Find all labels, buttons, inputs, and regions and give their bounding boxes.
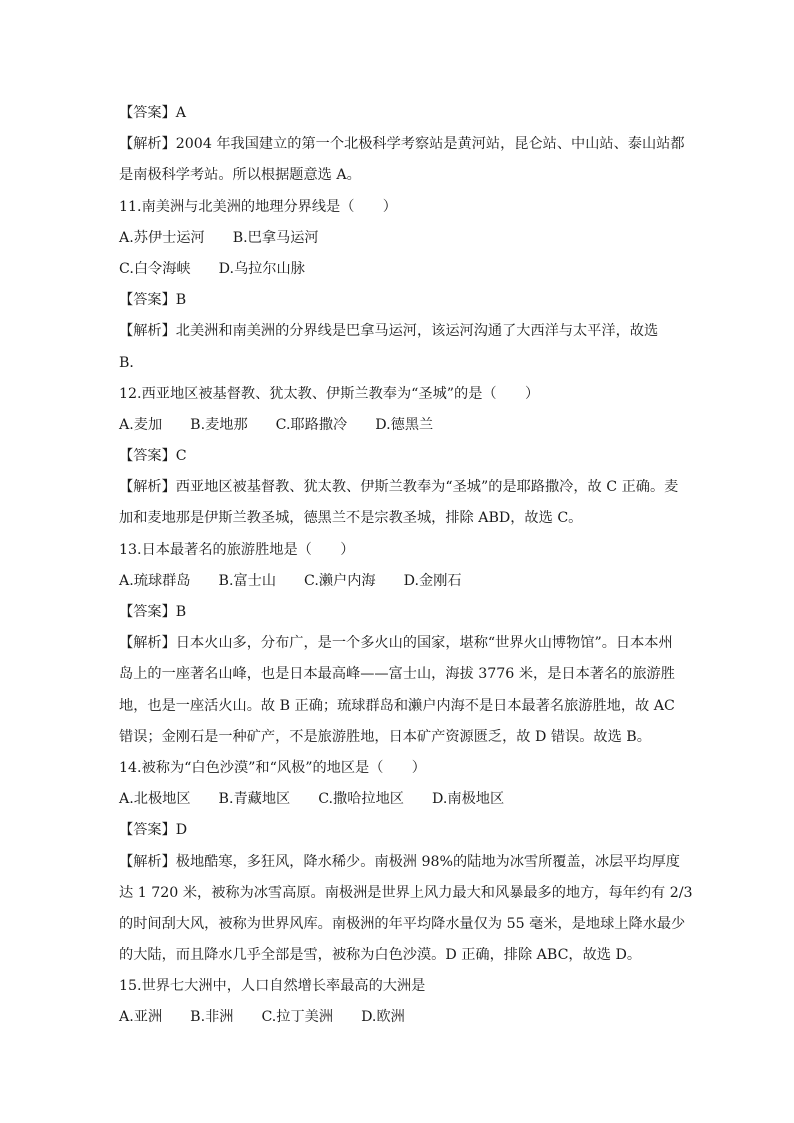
option-item: A.北极地区 [119,791,191,808]
options-row [119,223,679,254]
question-text: 15.世界七大洲中，人口自然增长率最高的大洲是 [119,978,426,995]
options-row [119,254,679,285]
options-row [119,1002,679,1033]
question-text: 13.日本最著名的旅游胜地是（ ） [119,541,355,558]
option-item: C.撒哈拉地区 [318,791,405,808]
option-item: B.富士山 [218,572,277,589]
question-text: 12.西亚地区被基督教、犹太教、伊斯兰教奉为“圣城”的是（ ） [119,385,540,402]
question-text: 11.南美洲与北美洲的地理分界线是（ ） [119,198,397,215]
option-item: D.德黑兰 [375,416,434,433]
option-item: C.耶路撒冷 [275,416,348,433]
question-text: 14.被称为“白色沙漠”和“风极”的地区是（ ） [119,759,426,776]
analysis-line: B． [119,354,144,371]
option-item: D.欧洲 [361,1009,405,1026]
analysis-line: 错误；金刚石是一种矿产，不是旅游胜地，日本矿产资源匮乏，故 D 错误。故选 B。 [119,728,651,745]
analysis-line: 岛上的一座著名山峰，也是日本最高峰——富士山，海拔 3776 米，是日本著名的旅游胜 [119,666,675,683]
option-item: D.乌拉尔山脉 [218,260,305,277]
answer-line: 【答案】D [119,822,188,839]
option-item: C.濑户内海 [304,572,376,589]
option-item: B.青藏地区 [218,791,291,808]
document-page [119,98,693,1034]
answer-line: 【答案】B [119,604,187,620]
options-row [119,566,679,597]
analysis-line: 地，也是一座活火山。故 B 正确；琉球群岛和濑户内海不是日本最著名旅游胜地，故 AC [119,697,675,714]
analysis-line: 【解析】极地酷寒，多狂风，降水稀少。南极洲 98%的陆地为冰雪所覆盖，冰层平均厚度 [119,853,680,870]
analysis-line: 是南极科学考站。所以根据题意选 A。 [119,167,361,184]
option-item: B.非洲 [190,1009,234,1026]
analysis-line: 的时间刮大风，被称为世界风库。南极洲的年平均降水量仅为 55 毫米，是地球上降水最少 [119,915,686,932]
answer-line: 【答案】B [119,292,187,309]
answer-line: 【答案】C [119,448,187,465]
analysis-line: 【解析】2004 年我国建立的第一个北极科学考察站是黄河站，昆仑站、中山站、泰山站都 [119,136,685,153]
option-item: B.巴拿马运河 [232,229,319,246]
analysis-line: 加和麦地那是伊斯兰教圣城，德黑兰不是宗教圣城，排除 ABD，故选 C。 [119,510,583,527]
option-item: A.琉球群岛 [119,572,191,589]
analysis-line: 【解析】西亚地区被基督教、犹太教、伊斯兰教奉为“圣城”的是耶路撒冷，故 C 正确。麦 [119,479,679,496]
analysis-line: 达 1 720 米，被称为冰雪高原。南极洲是世界上风力最大和风暴最多的地方，每年约有 2/3 [119,884,693,901]
option-item: B.麦地那 [190,416,248,433]
option-item: C.白令海峡 [119,260,191,277]
options-row [119,784,679,815]
options-row [119,410,679,441]
option-item: D.金刚石 [403,572,462,589]
option-item: D.南极地区 [432,791,505,808]
answer-line: 【答案】A [119,105,186,121]
analysis-line: 【解析】日本火山多，分布广，是一个多火山的国家，堪称“世界火山博物馆”。日本本州 [119,635,673,652]
analysis-line: 的大陆，而且降水几乎全部是雪，被称为白色沙漠。D 正确，排除 ABC，故选 D。 [119,947,642,964]
option-item: A.苏伊士运河 [119,229,205,246]
analysis-line: 【解析】北美洲和南美洲的分界线是巴拿马运河，该运河沟通了大西洋与太平洋，故选 [119,323,659,340]
option-item: A.麦加 [119,416,163,433]
option-item: C.拉丁美洲 [261,1009,334,1026]
option-item: A.亚洲 [119,1009,163,1026]
